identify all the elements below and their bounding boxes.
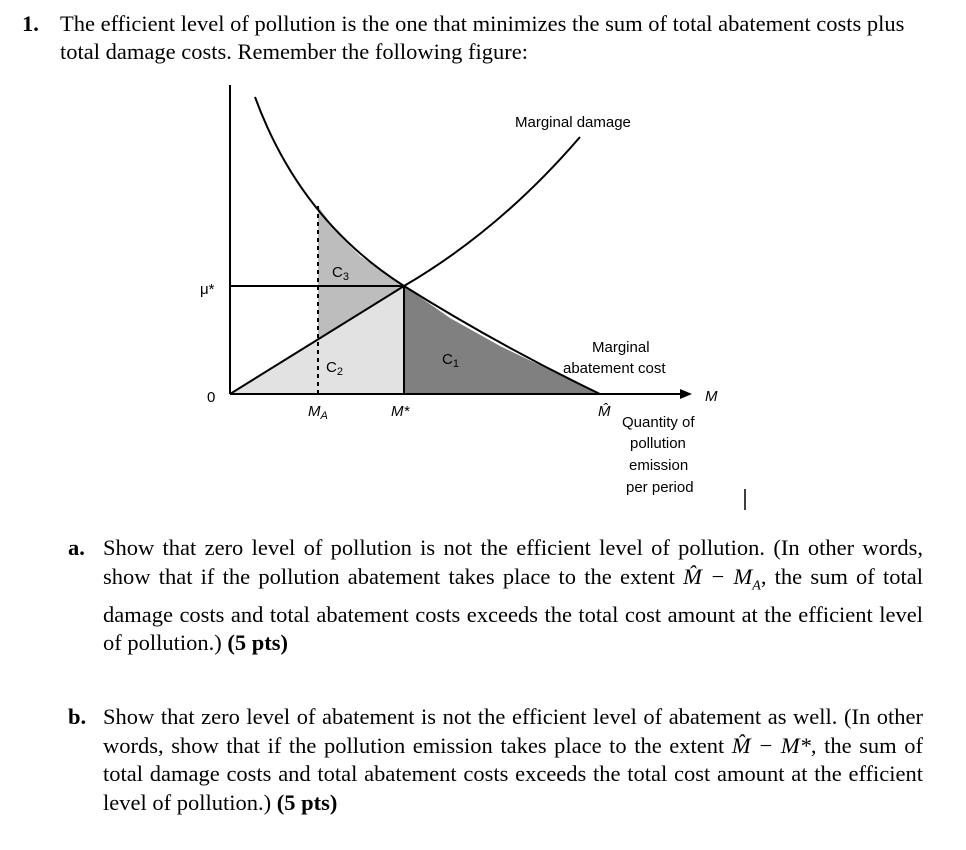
part-b-points: (5 pts): [276, 789, 338, 815]
region-c1: [404, 286, 600, 394]
part-b-text: Show that zero level of abatement is not the efficient level of abatement as well. (In other words, show that if the pollution emission takes place to the extent M̂ − M*, the sum of total damage costs and total abatement costs exceeds the total cost amount at the efficient level of pollution.) (5 pts): [103, 704, 923, 815]
label-marginal-abatement-1: Marginal: [592, 339, 650, 356]
label-c3: $C_3$: [332, 264, 349, 283]
label-x-desc-2: pollution: [630, 435, 686, 452]
part-a-points: (5 pts): [227, 630, 288, 655]
label-m-axis: M: [705, 388, 718, 405]
label-x-desc-4: per period: [626, 479, 694, 496]
label-x-desc-1: Quantity of: [622, 414, 695, 431]
label-c1: $C_1$: [442, 351, 459, 370]
label-m-a: $M_A$: [308, 403, 328, 422]
label-marginal-abatement-2: abatement cost: [563, 360, 666, 377]
question-number: 1.: [22, 11, 39, 36]
label-m-hat: M̂: [598, 403, 611, 420]
label-m-star: M*: [391, 403, 410, 420]
label-marginal-damage: Marginal damage: [515, 114, 631, 131]
label-mu-star: μ*: [200, 281, 215, 298]
question-text: The efficient level of pollution is the one that minimizes the sum of total abatement costs plus total damage costs. Remember the following figure:: [60, 11, 905, 64]
part-a-math: M̂ − $M_A$: [683, 563, 761, 593]
label-zero: 0: [207, 389, 216, 406]
label-x-desc-3: emission: [629, 457, 689, 474]
part-b-math: M̂ − M*: [731, 732, 811, 758]
part-a-text: Show that zero level of pollution is not the efficient level of pollution. (In other words, show that if the pollution abatement takes place to the extent M̂ − $M_A$, the sum of total damage costs and total abatement costs exceeds the total cost amount at the efficient level of pollution.) (5 pts): [103, 535, 924, 655]
part-b-letter: b.: [68, 704, 87, 729]
x-axis-arrow: [680, 389, 692, 399]
label-c2: $C_2$: [326, 359, 343, 378]
part-a-letter: a.: [68, 535, 85, 560]
